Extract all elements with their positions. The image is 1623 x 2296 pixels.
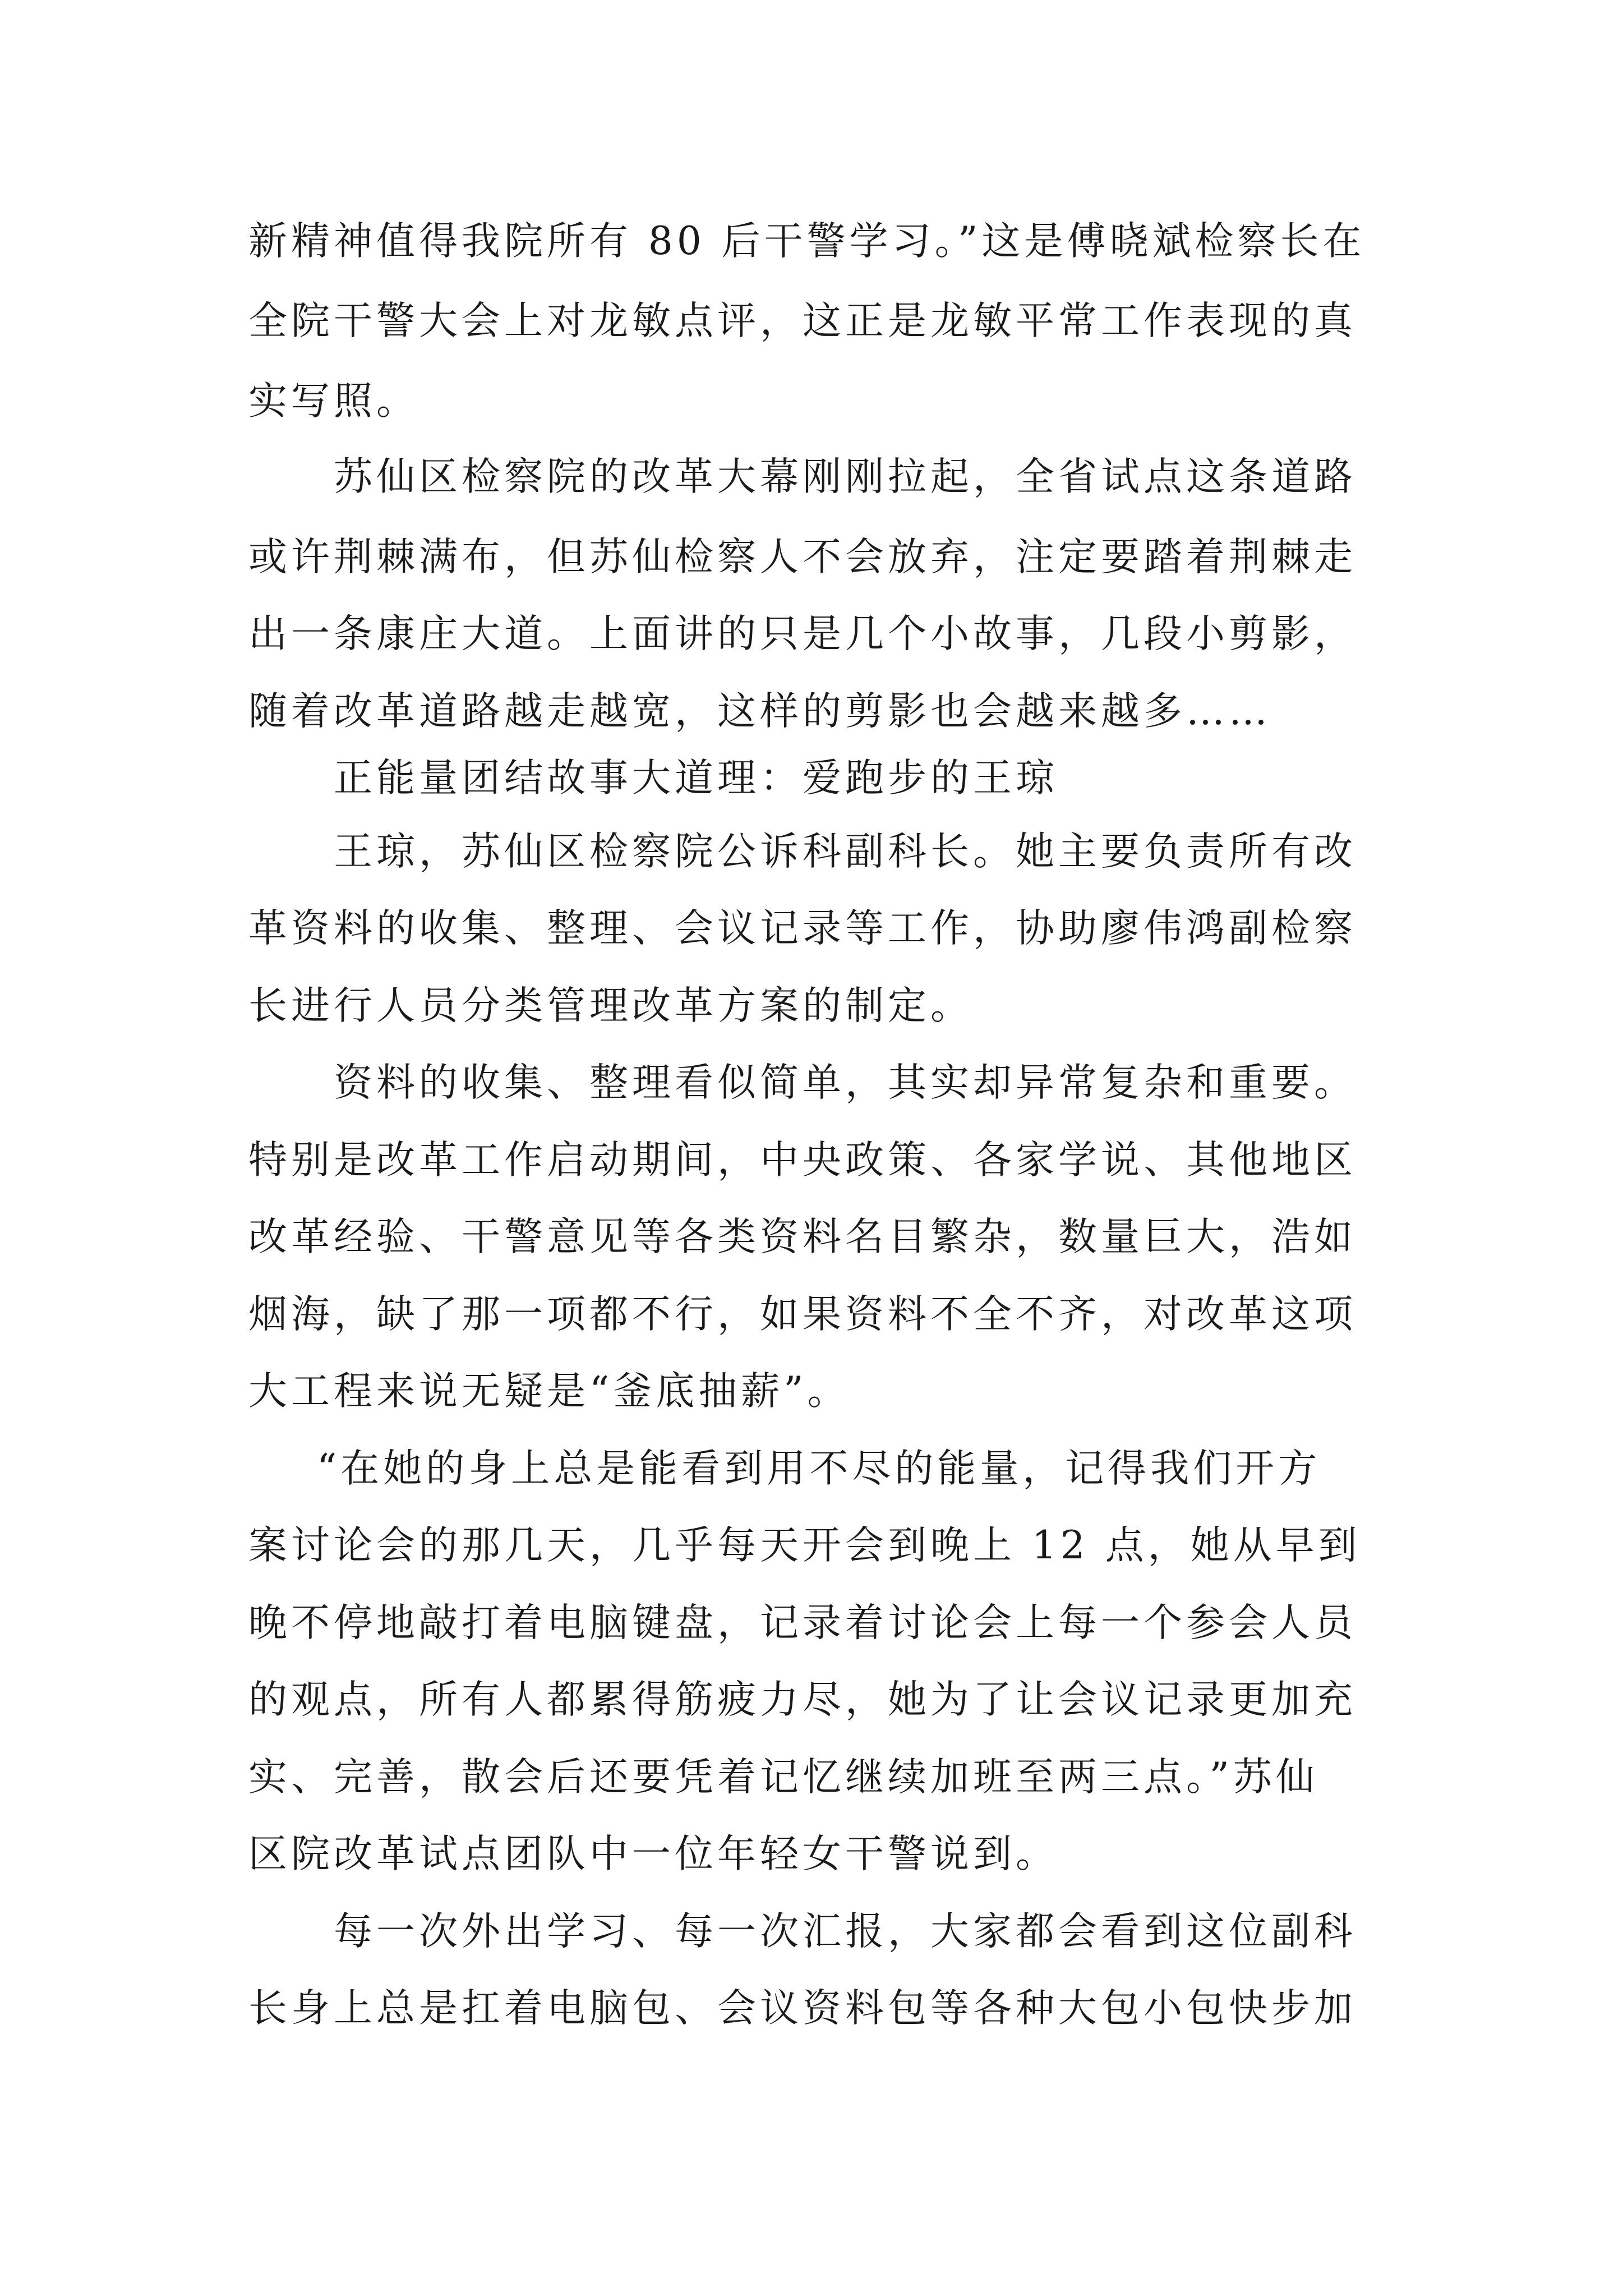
- text-line-19: 晚不停地敲打着电脑键盘，记录着讨论会上每一个参会人员: [248, 1600, 1357, 1645]
- text-line-22: 区院改革试点团队中一位年轻女干警说到。: [248, 1832, 1058, 1876]
- text-line-1: 新精神值得我院所有 80 后干警学习。”这是傅晓斌检察长在: [248, 219, 1366, 264]
- text-line-14: 改革经验、干警意见等各类资料名目繁杂，数量巨大，浩如: [248, 1214, 1357, 1259]
- text-line-3: 实写照。: [248, 379, 419, 424]
- text-line-2: 全院干警大会上对龙敏点评，这正是龙敏平常工作表现的真: [248, 298, 1357, 343]
- text-line-7: 随着改革道路越走越宽，这样的剪影也会越来越多……: [248, 689, 1271, 734]
- text-line-23: 每一次外出学习、每一次汇报，大家都会看到这位副科: [334, 1909, 1357, 1954]
- text-line-12: 资料的收集、整理看似简单，其实却异常复杂和重要。: [334, 1060, 1357, 1105]
- text-line-20: 的观点，所有人都累得筋疲力尽，她为了让会议记录更加充: [248, 1677, 1357, 1722]
- text-line-21: 实、完善，散会后还要凭着记忆继续加班至两三点。”苏仙: [248, 1755, 1318, 1800]
- text-line-11: 长进行人员分类管理改革方案的制定。: [248, 983, 973, 1028]
- section-heading: 正能量团结故事大道理：爱跑步的王琼: [334, 756, 1058, 800]
- text-line-4: 苏仙区检察院的改革大幕刚刚拉起，全省试点这条道路: [334, 454, 1357, 499]
- text-line-6: 出一条康庄大道。上面讲的只是几个小故事，几段小剪影，: [248, 611, 1357, 656]
- text-line-10: 革资料的收集、整理、会议记录等工作，协助廖伟鸿副检察: [248, 906, 1357, 951]
- text-line-5: 或许荆棘满布，但苏仙检察人不会放弃，注定要踏着荆棘走: [248, 535, 1357, 579]
- text-line-16: 大工程来说无疑是“釜底抽薪”。: [248, 1369, 850, 1414]
- text-line-18: 案讨论会的那几天，几乎每天开会到晚上 12 点，她从早到: [248, 1523, 1361, 1568]
- text-line-9: 王琼，苏仙区检察院公诉科副科长。她主要负责所有改: [334, 829, 1357, 874]
- text-line-13: 特别是改革工作启动期间，中央政策、各家学说、其他地区: [248, 1138, 1357, 1182]
- text-line-17: “在她的身上总是能看到用不尽的能量，记得我们开方: [317, 1446, 1321, 1491]
- text-line-24: 长身上总是扛着电脑包、会议资料包等各种大包小包快步加: [248, 1986, 1357, 2031]
- text-line-15: 烟海，缺了那一项都不行，如果资料不全不齐，对改革这项: [248, 1292, 1357, 1337]
